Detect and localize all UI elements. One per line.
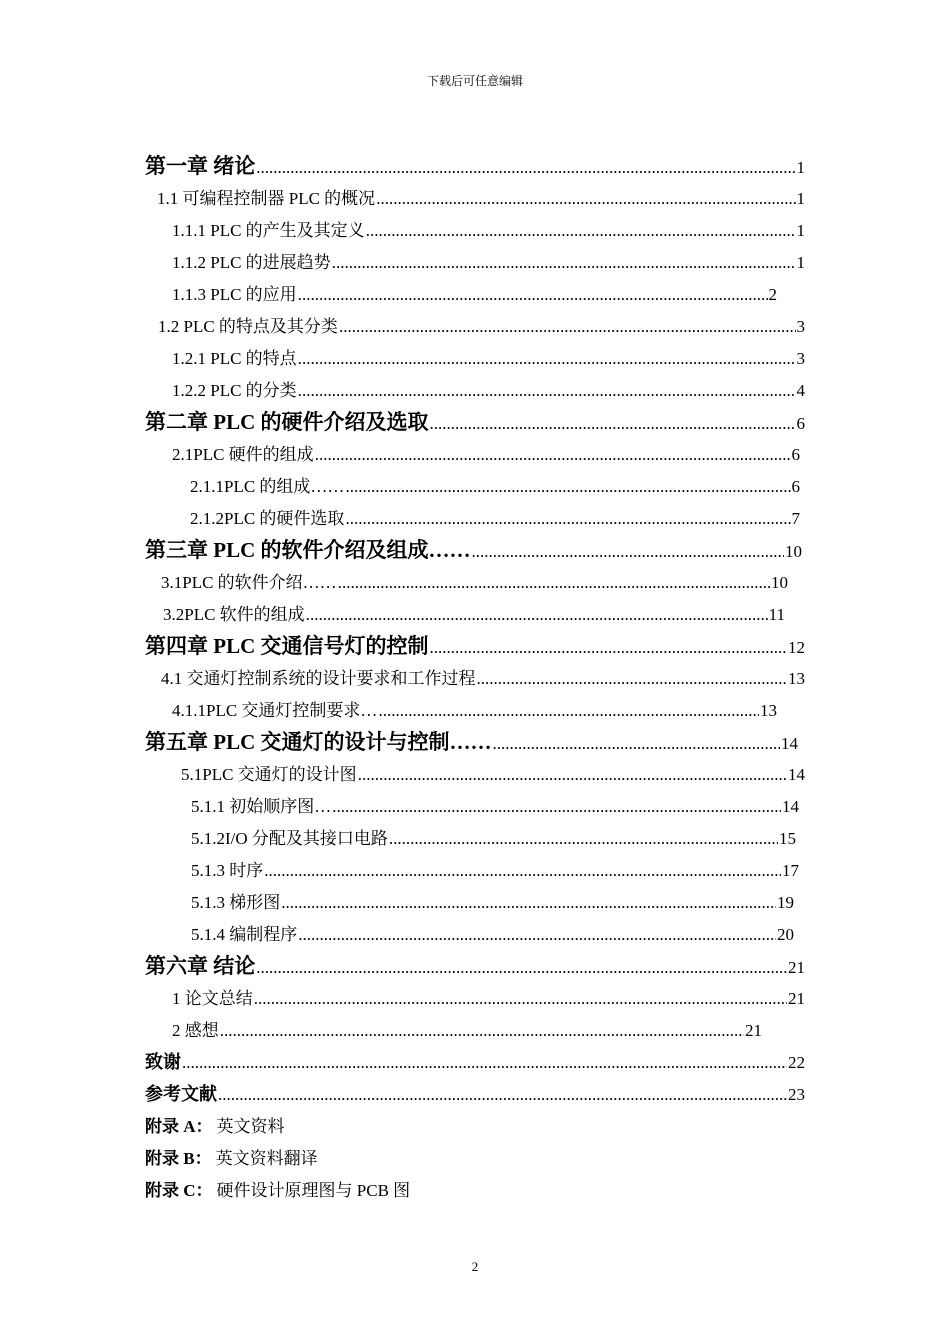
toc-leader: [332, 797, 781, 817]
toc-entry-label: 1.2.2 PLC 的分类: [172, 381, 297, 400]
appendix-entry[interactable]: [145, 1112, 285, 1140]
toc-entry[interactable]: [163, 600, 785, 628]
toc-entry-page: 19: [777, 893, 794, 912]
toc-entry[interactable]: [190, 472, 800, 500]
toc-leader: [345, 477, 790, 497]
toc-entry[interactable]: [145, 630, 805, 658]
toc-entry-page: 6: [791, 477, 800, 496]
toc-entry-page: 1: [796, 189, 805, 208]
toc-entry[interactable]: [190, 504, 800, 532]
page-header: 下载后可任意编辑: [426, 74, 523, 88]
toc-entry-page: 21: [745, 1021, 762, 1040]
toc-entry[interactable]: [145, 726, 798, 754]
toc-entry-page: 1: [796, 158, 805, 177]
toc-entry[interactable]: [191, 792, 799, 820]
toc-entry-page: 6: [791, 445, 800, 464]
toc-leader: [493, 734, 781, 754]
toc-entry[interactable]: [145, 406, 805, 434]
toc-leader: [298, 349, 796, 369]
toc-entry[interactable]: [145, 1080, 805, 1108]
appendix-desc: 英文资料: [216, 1117, 285, 1136]
toc-entry-page: 4: [796, 381, 805, 400]
toc-entry[interactable]: [161, 568, 788, 596]
toc-entry-page: 14: [788, 765, 805, 784]
toc-entry-label: 1.2.1 PLC 的特点: [172, 349, 297, 368]
toc-entry-label: 5.1.2I/O 分配及其接口电路: [191, 829, 388, 848]
toc-entry-page: 14: [782, 797, 799, 816]
toc-entry-page: 11: [768, 605, 785, 624]
toc-leader: [472, 542, 785, 562]
toc-entry-label: 3.1PLC 的软件介绍……: [161, 573, 337, 592]
toc-entry-label: 2 感想: [172, 1021, 219, 1040]
toc-leader: [256, 158, 795, 178]
toc-entry-label: 5.1PLC 交通灯的设计图: [181, 765, 357, 784]
toc-leader: [182, 1053, 787, 1073]
toc-leader: [339, 317, 796, 337]
toc-entry-label: 参考文献: [145, 1084, 217, 1104]
toc-entry-page: 3: [796, 317, 805, 336]
toc-leader: [338, 573, 770, 593]
toc-entry-label: 5.1.3 时序: [191, 861, 264, 880]
toc-entry-page: 10: [785, 542, 802, 561]
toc-entry[interactable]: [145, 950, 805, 978]
toc-entry-page: 22: [788, 1053, 805, 1072]
toc-entry-label: 2.1.2PLC 的硬件选取: [190, 509, 345, 528]
appendix-label: 附录 A：: [145, 1117, 213, 1136]
toc-entry[interactable]: [172, 984, 805, 1012]
toc-entry[interactable]: [157, 184, 805, 212]
toc-entry-label: 5.1.1 初始顺序图…: [191, 797, 332, 816]
toc-entry-label: 5.1.3 梯形图: [191, 893, 281, 912]
toc-leader: [298, 925, 776, 945]
toc-leader: [366, 221, 796, 241]
toc-leader: [298, 381, 796, 401]
toc-entry-page: 3: [796, 349, 805, 368]
toc-entry-label: 致谢: [145, 1052, 181, 1072]
toc-leader: [256, 958, 787, 978]
toc-entry-label: 4.1.1PLC 交通灯控制要求…: [172, 701, 378, 720]
toc-entry[interactable]: [145, 1048, 805, 1076]
toc-entry-label: 5.1.4 编制程序: [191, 925, 298, 944]
toc-leader: [332, 253, 796, 273]
toc-entry-label: 第四章 PLC 交通信号灯的控制: [145, 634, 429, 658]
toc-entry-page: 21: [788, 958, 805, 977]
toc-entry[interactable]: [145, 534, 802, 562]
toc-leader: [298, 285, 768, 305]
toc-leader: [315, 445, 791, 465]
toc-leader: [254, 989, 787, 1009]
toc-leader: [264, 861, 781, 881]
toc-entry-label: 第一章 绪论: [145, 154, 256, 178]
toc-entry[interactable]: [158, 312, 805, 340]
appendix-label: 附录 B：: [145, 1149, 212, 1168]
toc-entry-label: 1.1.3 PLC 的应用: [172, 285, 297, 304]
toc-entry-page: 23: [788, 1085, 805, 1104]
toc-entry-page: 20: [777, 925, 794, 944]
appendix-desc: 硬件设计原理图与 PCB 图: [216, 1181, 411, 1200]
toc-entry[interactable]: [172, 376, 805, 404]
toc-entry[interactable]: [172, 248, 805, 276]
toc-entry-label: 2.1PLC 硬件的组成: [172, 445, 314, 464]
toc-leader: [358, 765, 787, 785]
toc-leader: [376, 189, 795, 209]
appendix-label: 附录 C：: [145, 1181, 213, 1200]
toc-entry[interactable]: [191, 856, 799, 884]
toc-leader: [389, 829, 778, 849]
toc-leader: [378, 701, 759, 721]
toc-leader: [218, 1085, 787, 1105]
toc-leader: [430, 638, 788, 658]
toc-leader: [430, 414, 796, 434]
toc-entry-label: 第二章 PLC 的硬件介绍及选取: [145, 410, 429, 434]
page-number: 2: [471, 1259, 479, 1274]
toc-entry-label: 第五章 PLC 交通灯的设计与控制……: [145, 730, 492, 754]
toc-entry[interactable]: [161, 664, 805, 692]
toc-entry[interactable]: [172, 696, 777, 724]
toc-entry[interactable]: [172, 1016, 762, 1044]
toc-entry[interactable]: [191, 920, 794, 948]
toc-entry-page: 6: [796, 414, 805, 433]
toc-entry[interactable]: [145, 150, 805, 178]
toc-entry-page: 7: [791, 509, 800, 528]
toc-entry[interactable]: [172, 344, 805, 372]
toc-entry-label: 第三章 PLC 的软件介绍及组成……: [145, 538, 471, 562]
toc-entry-label: 1.1.2 PLC 的进展趋势: [172, 253, 331, 272]
toc-leader: [477, 669, 788, 689]
toc-entry[interactable]: [172, 216, 805, 244]
toc-leader: [306, 605, 768, 625]
toc-entry-page: 1: [796, 221, 805, 240]
toc-entry-page: 1: [796, 253, 805, 272]
toc-leader: [220, 1021, 744, 1041]
toc-entry-label: 1.2 PLC 的特点及其分类: [158, 317, 338, 336]
toc-entry-page: 13: [788, 669, 805, 688]
toc-entry-label: 2.1.1PLC 的组成……: [190, 477, 345, 496]
toc-entry-label: 1.1 可编程控制器 PLC 的概况: [157, 189, 376, 208]
toc-entry-label: 1 论文总结: [172, 989, 253, 1008]
appendix-desc: 英文资料翻译: [215, 1149, 318, 1168]
toc-entry[interactable]: [181, 760, 805, 788]
toc-entry[interactable]: [172, 280, 777, 308]
appendix-entry[interactable]: [145, 1176, 410, 1204]
appendix-entry[interactable]: [145, 1144, 318, 1172]
toc-entry[interactable]: [172, 440, 800, 468]
toc-entry-page: 21: [788, 989, 805, 1008]
toc-entry-label: 1.1.1 PLC 的产生及其定义: [172, 221, 365, 240]
toc-entry-page: 15: [779, 829, 796, 848]
toc-entry[interactable]: [191, 888, 794, 916]
toc-entry-page: 13: [760, 701, 777, 720]
toc-entry-label: 3.2PLC 软件的组成: [163, 605, 305, 624]
toc-entry-page: 12: [788, 638, 805, 657]
toc-entry-label: 第六章 结论: [145, 954, 256, 978]
toc-leader: [281, 893, 776, 913]
toc-entry-label: 4.1 交通灯控制系统的设计要求和工作过程: [161, 669, 476, 688]
toc-entry-page: 10: [771, 573, 788, 592]
toc-entry-page: 14: [781, 734, 798, 753]
toc-entry[interactable]: [191, 824, 796, 852]
toc-entry-page: 17: [782, 861, 799, 880]
toc-entry-page: 2: [768, 285, 777, 304]
toc-leader: [345, 509, 790, 529]
